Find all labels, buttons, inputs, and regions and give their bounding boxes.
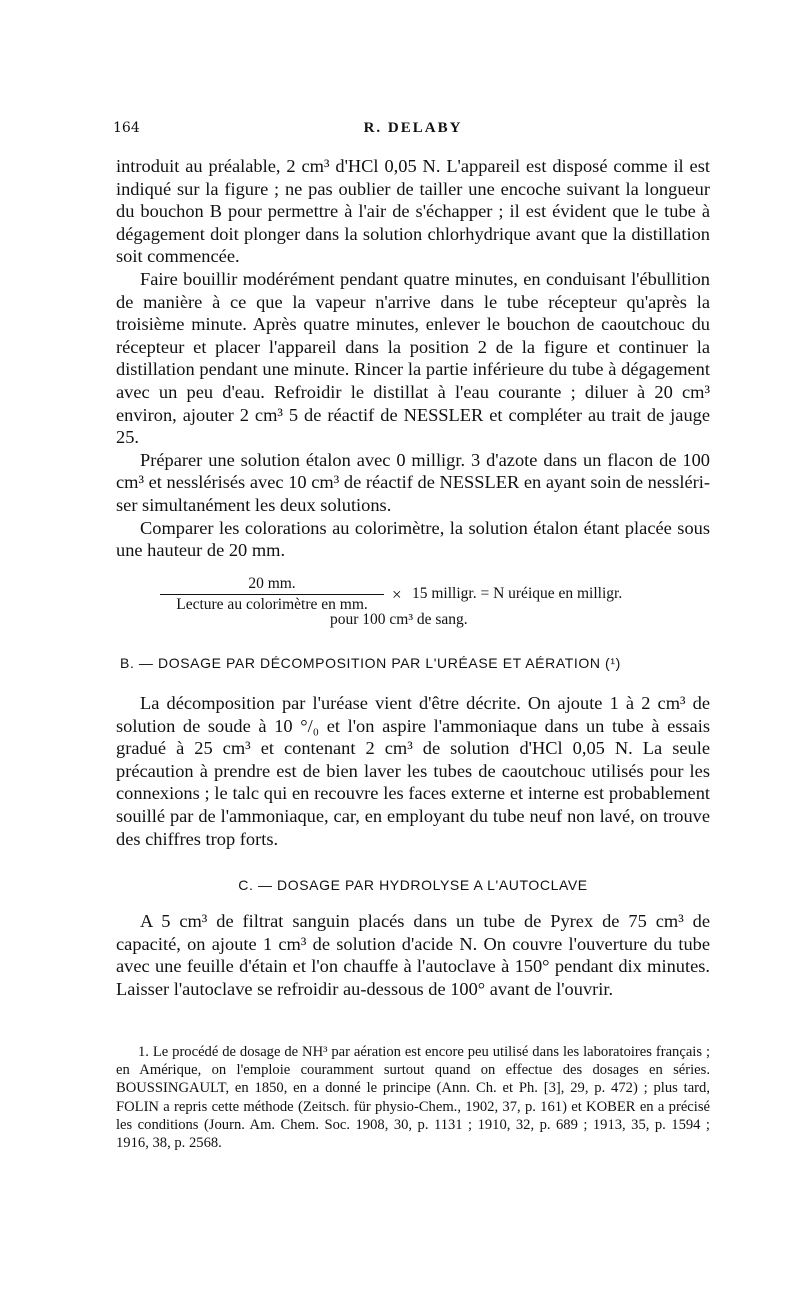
page-header (113, 120, 713, 142)
formula-note: pour 100 cm³ de sang. (330, 611, 468, 628)
section-heading-c: C. — DOSAGE PAR HYDROLYSE A L'AUTOCLAVE (238, 877, 588, 893)
fraction-numerator: 20 mm. (248, 575, 296, 592)
section-heading-b: B. — DOSAGE PAR DÉCOMPOSITION PAR L'URÉASE ET AÉRATION (¹) (120, 655, 621, 671)
paragraph-compare: Comparer les colorations au colorimètre, la solution étalon étant placée sous une hauteur de 20 mm. (116, 517, 710, 561)
main-text-top (116, 155, 710, 562)
times-sign: × (392, 585, 402, 604)
formula-result: 15 milligr. = N uréique en milligr. (412, 585, 623, 602)
fraction (160, 575, 384, 614)
fraction-denominator: Lecture au colorimètre en mm. (176, 596, 368, 613)
fraction-bar (160, 594, 384, 595)
formula (160, 575, 720, 633)
paragraph-continued: introduit au préalable, 2 cm³ d'HCl 0,05 N. L'appareil est disposé comme il est indiqué sur la figure ; ne pas oublier de tailler une encoche suivant la longueur du bouchon B pour permettre à l'air de s'échapper ; il est évident que le tube à dégagement doit plonger dans la solution chlorhydrique avant que la distillation soit commencée. (116, 156, 710, 267)
paragraph-standard: Préparer une solution étalon avec 0 milligr. 3 d'azote dans un flacon de 100 cm³ et nesslérisés avec 10 cm³ de réactif de NESSLER en ayant soin de nesslériser simultanément les deux solutions. (116, 449, 710, 515)
page-number: 164 (113, 120, 140, 136)
section-c-text (116, 910, 710, 1000)
footnote (116, 1043, 710, 1152)
running-head: R. DELABY (363, 120, 463, 136)
footnote-text: 1. Le procédé de dosage de NH³ par aération est encore peu utilisé dans les laboratoires français ; en Amérique, on l'emploie couramment surtout quand on effectue des dosages en séries. BOUSSINGAULT, en 1850, en a donné le principe (Ann. Ch. et Ph. [3], 29, p. 472) ; plus tard, FOLIN a repris cette méthode (Zeitsch. für physio-Chem., 1902, 37, p. 161) et KOBER en a précisé les conditions (Journ. Am. Chem. Soc. 1908, 30, p. 1131 ; 1910, 32, p. 689 ; 1913, 35, p. 1594 ; 1916, 38, p. 2568. (116, 1044, 710, 1152)
section-b-text (116, 692, 710, 850)
paragraph-boil: Faire bouillir modérément pendant quatre minutes, en conduisant l'ébullition de manière à ce que la vapeur n'arrive dans le tube récepteur qu'après la troisième minute. Après quatre minutes, enlever le bouchon de caoutchouc du récepteur et placer l'appareil dans la position 2 de la figure et continuer la distillation pendant une minute. Rincer la partie inférieure du tube à dégagement avec un peu d'eau. Refroidir le distillat à l'eau courante ; diluer à 20 cm³ environ, ajouter 2 cm³ 5 de réactif de NESSLER et compléter au trait de jauge 25. (116, 268, 710, 448)
paragraph-autoclave: A 5 cm³ de filtrat sanguin placés dans un tube de Pyrex de 75 cm³ de capacité, on ajoute 1 cm³ de solution d'acide N. On couvre l'ouverture du tube avec une feuille d'étain et l'on chauffe à l'autoclave à 150° pendant dix minutes. Laisser l'autoclave se refroidir au-dessous de 100° avant de l'ouvrir. (116, 911, 710, 999)
paragraph-urease: La décomposition par l'uréase vient d'être décrite. On ajoute 1 à 2 cm³ de solution de soude à 10 °/₀ et l'on aspire l'ammoniaque dans un tube à essais gradué à 25 cm³ et contenant 2 cm³ de solution d'HCl 0,05 N. La seule précaution à prendre est de bien laver les tubes de caoutchouc utilisés pour les connexions ; le talc qui en recouvre les faces externe et interne est probablement souillé par de l'ammoniaque, car, en employant du tube neuf non lavé, on trouve des chiffres trop forts. (116, 693, 710, 849)
